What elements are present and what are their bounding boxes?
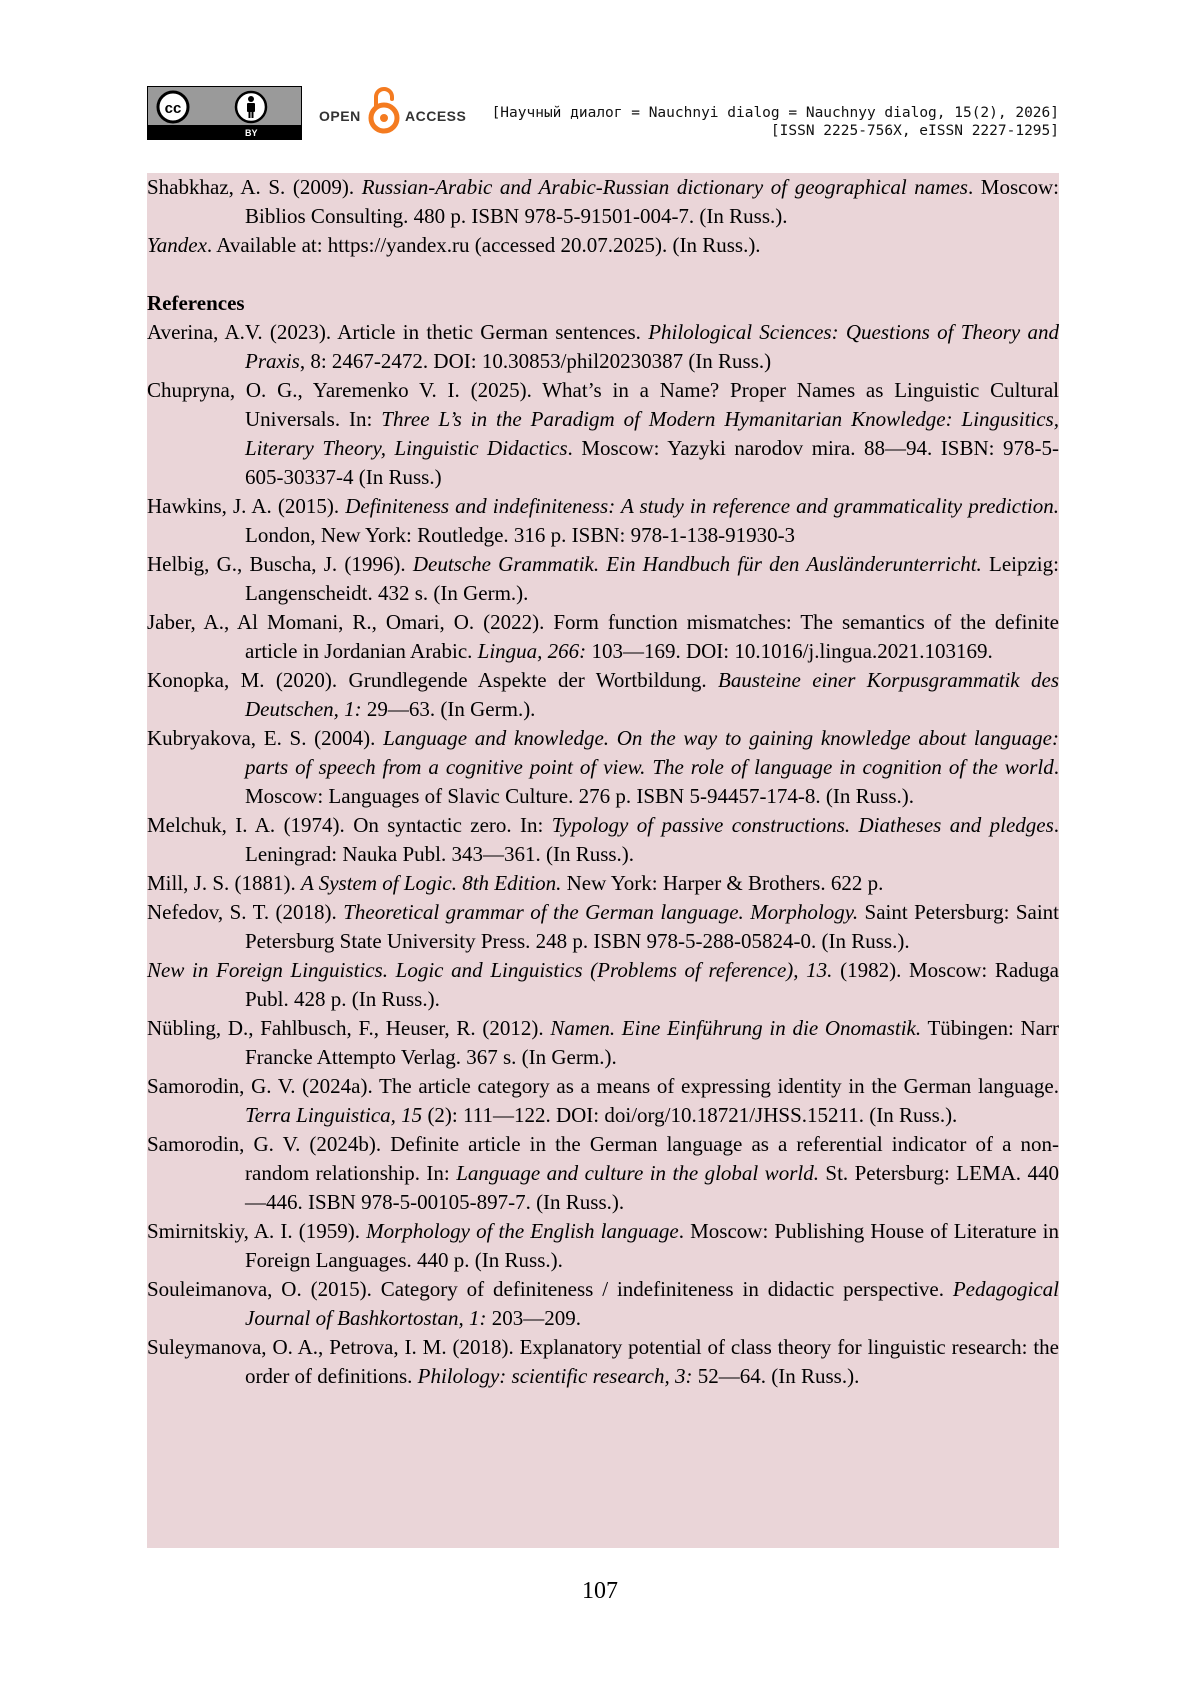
ref-details: 52—64. (In Russ.). [692,1364,860,1388]
attribution-person-icon [234,90,268,124]
reference-entry [147,318,1059,376]
reference-entry [147,1130,1059,1217]
ref-title: Typology of passive constructions. Diatheses and pledges [551,813,1054,837]
reference-entry [147,1217,1059,1275]
ref-details: . Available at: https://yandex.ru (accessed 20.07.2025). (In Russ.). [206,233,761,257]
ref-text: Konopka, M. (2020). Grundlegende Aspekte der Wortbildung. [147,668,719,692]
ref-details: London, New York: Routledge. 316 p. ISBN: 978-1-138-91930-3 [245,523,796,547]
reference-entry [147,376,1059,492]
reference-entry [147,666,1059,724]
ref-details: 103—169. DOI: 10.1016/j.lingua.2021.103169. [586,639,993,663]
references-list [147,318,1059,1391]
ref-title: Language and culture in the global world. [456,1161,819,1185]
ref-title: New in Foreign Linguistics. Logic and Linguistics (Problems of reference), 13. [147,958,833,982]
ref-text: Souleimanova, O. (2015). Category of definiteness / indefiniteness in didactic perspective. [147,1277,953,1301]
ref-title: Three L’s in the Paradigm of Modern Hymanitarian Knowledge: Lingusitics, Literary Theory, Linguistic Didactics [245,407,1059,460]
ref-text: Helbig, G., Buscha, J. (1996). [147,552,413,576]
ref-title: Terra Linguistica, 15 [245,1103,423,1127]
journal-citation [492,104,1059,140]
reference-entry [147,869,1059,898]
ref-text: Nübling, D., Fahlbusch, F., Heuser, R. (2012). [147,1016,551,1040]
ref-title: A System of Logic. 8th Edition. [301,871,562,895]
reference-entry [147,608,1059,666]
ref-text: Hawkins, J. A. (2015). [147,494,346,518]
ref-text: Samorodin, G. V. (2024a). The article category as a means of expressing identity in the German language. [147,1074,1059,1098]
page-number: 107 [582,1578,618,1604]
reference-entry [147,724,1059,811]
ref-text: Smirnitskiy, A. I. (1959). [147,1219,367,1243]
ref-text: Samorodin, G. V. (2024b). Definite article in the German language as a referential indicator of a non-random relationship. In: [147,1132,1059,1185]
cc-by-icon[interactable] [147,86,302,140]
open-access-icon[interactable] [319,86,469,140]
cc-by-caption: BY [245,128,258,138]
ref-text: Jaber, A., Al Momani, R., Omari, O. (2022). Form function mismatches: The semantics of the definite article in Jordanian Arabic. [147,610,1059,663]
ref-details: . Moscow: Publishing House of Literature in Foreign Languages. 440 p. (In Russ.). [245,1219,1060,1272]
reference-entry [147,550,1059,608]
ref-title: Theoretical grammar of the German language. Morphology. [343,900,859,924]
ref-details: , 8: 2467-2472. DOI: 10.30853/phil20230387 (In Russ.) [299,349,772,373]
page-header [147,86,1059,144]
ref-details: New York: Harper & Brothers. 622 p. [561,871,884,895]
reference-entry [147,1072,1059,1130]
reference-entry [147,956,1059,1014]
ref-title: Philological Sciences: Questions of Theory and Praxis [245,320,1060,373]
ref-title: Definiteness and indefiniteness: A study in reference and grammaticality prediction. [345,494,1059,518]
reference-entry [147,1014,1059,1072]
ref-details: Saint Petersburg: Saint Petersburg State University Press. 248 p. ISBN 978-5-288-05824-0. (In Russ.). [245,900,1059,953]
ref-details: 203—209. [486,1306,581,1330]
ref-title: Yandex [147,233,207,257]
ref-details: 29—63. (In Germ.). [361,697,536,721]
reference-entry [147,1275,1059,1333]
reference-entry [147,1333,1059,1391]
source-entry [147,231,1059,260]
open-access-word-open: OPEN [319,108,361,124]
journal-title-line: [Научный диалог = Nauchnyi dialog = Nauchnyy dialog, 15(2), 2026] [491,105,1059,121]
ref-text: Chupryna, O. G., Yaremenko V. I. (2025). What’s in a Name? Proper Names as Linguistic Cultural Universals. In: [147,378,1059,431]
cc-circle-icon [156,90,190,124]
journal-issn-line: [ISSN 2225-756X, eISSN 2227-1295] [770,123,1059,139]
ref-text: Nefedov, S. T. (2018). [147,900,344,924]
ref-details: Tübingen: Narr Francke Attempto Verlag. 367 s. (In Germ.). [245,1016,1059,1069]
ref-title: Deutsche Grammatik. Ein Handbuch für den Ausländerunterricht. [412,552,982,576]
ref-title: Namen. Eine Einführung in die Onomastik. [550,1016,922,1040]
ref-details: . Moscow: Yazyki narodov mira. 88—94. ISBN: 978-5-605-30337-4 (In Russ.) [245,436,1059,489]
open-lock-icon [367,86,401,136]
open-access-word-access: ACCESS [405,108,467,124]
ref-title: Lingua, 266: [477,639,587,663]
ref-title: Philology: scientific research, 3: [417,1364,693,1388]
reference-entry [147,492,1059,550]
ref-text: Shabkhaz, A. S. (2009). [147,175,362,199]
reference-entry [147,811,1059,869]
ref-text: Melchuk, I. A. (1974). On syntactic zero. In: [147,813,552,837]
ref-title: Morphology of the English language [366,1219,679,1243]
ref-details: Leipzig: Langenscheidt. 432 s. (In Germ.). [245,552,1059,605]
ref-details: . Moscow: Languages of Slavic Culture. 276 p. ISBN 5-94457-174-8. (In Russ.). [245,755,1059,808]
source-list [147,173,1059,260]
ref-details: (2): 111—122. DOI: doi/org/10.18721/JHSS.15211. (In Russ.). [422,1103,958,1127]
references-heading: References [147,291,245,315]
ref-title: Bausteine einer Korpusgrammatik des Deutschen, 1: [245,668,1060,721]
ref-details: . Leningrad: Nauka Publ. 343—361. (In Russ.). [245,813,1060,866]
ref-details: (1982). Moscow: Raduga Publ. 428 p. (In Russ.). [245,958,1059,1011]
ref-text: Kubryakova, E. S. (2004). [147,726,384,750]
ref-details: . Moscow: Biblios Consulting. 480 p. ISBN 978-5-91501-004-7. (In Russ.). [245,175,1059,228]
bibliography-section [147,173,1059,1548]
ref-text: Averina, A.V. (2023). Article in thetic German sentences. [147,320,649,344]
reference-entry [147,898,1059,956]
ref-details: St. Petersburg: LEMA. 440—446. ISBN 978-5-00105-897-7. (In Russ.). [245,1161,1059,1214]
ref-text: Suleymanova, O. A., Petrova, I. M. (2018). Explanatory potential of class theory for linguistic research: the order of definitions. [147,1335,1059,1388]
ref-text: Mill, J. S. (1881). [147,871,302,895]
svg-text:cc: cc [164,100,182,117]
ref-title: Language and knowledge. On the way to gaining knowledge about language: parts of speech from a cognitive point of view. The role of language in cognition of the world [245,726,1060,779]
source-entry [147,173,1059,231]
ref-title: Russian-Arabic and Arabic-Russian dictionary of geographical names [361,175,968,199]
ref-title: Pedagogical Journal of Bashkortostan, 1: [245,1277,1059,1330]
